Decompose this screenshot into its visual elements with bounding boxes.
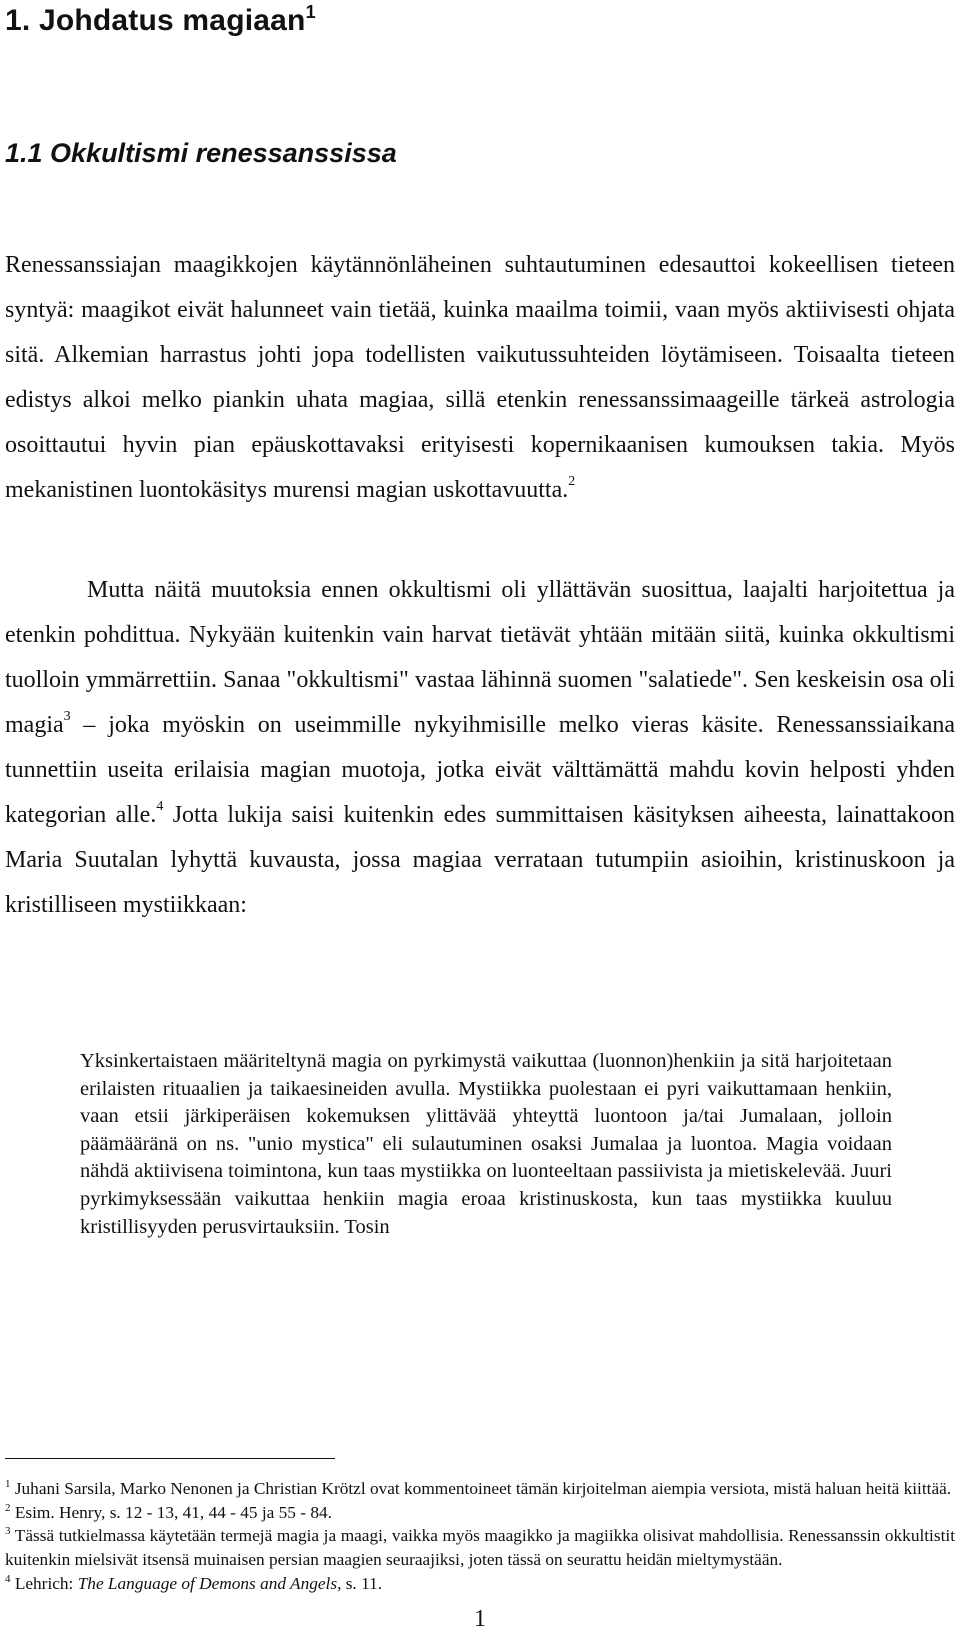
footnote-4-text-b: , s. 11. <box>337 1573 383 1593</box>
footnote-separator <box>5 1458 335 1459</box>
footnote-2 <box>5 1501 955 1525</box>
footnote-4-text-a: Lehrich: <box>10 1573 78 1593</box>
paragraph-2-text-c: Jotta lukija saisi kuitenkin edes summittaisen käsityksen aiheesta, lainattakoon Maria Suutalan lyhyttä kuvausta, jossa magiaa verrataan tutumpiin asioihin, kristinuskoon ja kristilliseen mystiikkaan: <box>5 802 955 918</box>
footnote-4 <box>5 1572 955 1596</box>
footnote-1 <box>5 1477 955 1501</box>
chapter-heading <box>5 2 316 38</box>
footnote-1-number: 1 <box>5 1478 11 1490</box>
section-heading: 1.1 Okkultismi renessanssissa <box>5 138 397 168</box>
paragraph-2-text-a: Mutta näitä muutoksia ennen okkultismi oli yllättävän suosittua, laajalti harjoitettua ja etenkin pohdittua. Nykyään kuitenkin vain harvat tietävät yhtään mitään siitä, kuinka okkultismi tuolloin ymmärrettiin. Sanaa "okkultismi" vastaa lähinnä suomen "salatiede". Sen keskeisin osa oli magia <box>5 577 955 738</box>
paragraph-1-text: Renessanssiajan maagikkojen käytännönläheinen suhtautuminen edesauttoi kokeellisen tieteen syntyä: maagikot eivät halunneet vain tietää, kuinka maailma toimii, vaan myös aktiivisesti ohjata sitä. Alkemian harrastus johti jopa todellisten vaikutussuhteiden löytämiseen. Toisaalta tieteen edistys alkoi melko piankin uhata magiaa, sillä etenkin renessanssimaageille tärkeä astrologia osoittautui hyvin pian epäuskottavaksi erityisesti kopernikaanisen kumouksen takia. Myös mekanistinen luontokäsitys murensi magian uskottavuutta. <box>5 252 955 503</box>
footnote-1-text: Juhani Sarsila, Marko Nenonen ja Christian Krötzl ovat kommentoineet tämän kirjoitelman aiempia versiota, mistä haluan heitä kiittää. <box>10 1479 952 1498</box>
footnote-3-text: Tässä tutkielmassa käytetään termejä magia ja maagi, vaikka myös maagikko ja magiikka olisivat mahdollisia. Renessanssin okkultistit kuitenkin mielsivät itsensä muinaisen persian maagien seuraajiksi, joten tässä on seurattu heidän mieltymystään. <box>5 1526 955 1570</box>
footnote-2-number: 2 <box>5 1501 11 1514</box>
footnote-3 <box>5 1524 955 1571</box>
paragraph-2-text-b: – joka myöskin on useimmille nykyihmisille melko vieras käsite. Renessanssiaikana tunnettiin useita erilaisia magian muotoja, jotka eivät välttämättä mahdu kovin helposti yhden kategorian alle. <box>5 712 955 828</box>
footnote-ref-4[interactable]: 4 <box>156 799 164 814</box>
paragraph-1 <box>5 243 955 513</box>
footnote-ref-3[interactable]: 3 <box>63 709 71 724</box>
footnote-4-number: 4 <box>5 1572 11 1585</box>
footnote-3-number: 3 <box>5 1525 11 1538</box>
chapter-title: 1. Johdatus magiaan <box>5 4 306 37</box>
block-quote: Yksinkertaistaen määriteltynä magia on pyrkimystä vaikuttaa (luonnon)henkiin ja sitä harjoitetaan erilaisten rituaalien ja taikaesineiden avulla. Mystiikka puolestaan ei pyri vaikuttamaan henkiin, vaan etsii järkiperäisen kokemuksen ylittävää yhteyttä luontoon ja/tai Jumalaan, jolloin päämääränä on ns. "unio mystica" eli sulautuminen osaksi Jumalaa ja luontoa. Magia voidaan nähdä aktiivisena toimintona, kun taas mystiikka on luonteeltaan passiivista ja mietiskelevää. Juuri pyrkimyksessään vaikuttaa henkiin magia eroaa kristinuskosta, kun taas mystiikka kuuluu kristillisyyden perusvirtauksiin. Tosin <box>80 1050 892 1238</box>
page-number: 1 <box>474 1606 486 1632</box>
footnotes-section <box>5 1477 955 1596</box>
paragraph-2 <box>5 568 955 928</box>
footnote-4-book-title: The Language of Demons and Angels <box>77 1573 338 1593</box>
footnote-ref-1[interactable]: 1 <box>305 2 316 22</box>
footnote-2-text: Esim. Henry, s. 12 - 13, 41, 44 - 45 ja 55 - 84. <box>10 1502 332 1522</box>
footnote-ref-2[interactable]: 2 <box>568 474 576 489</box>
